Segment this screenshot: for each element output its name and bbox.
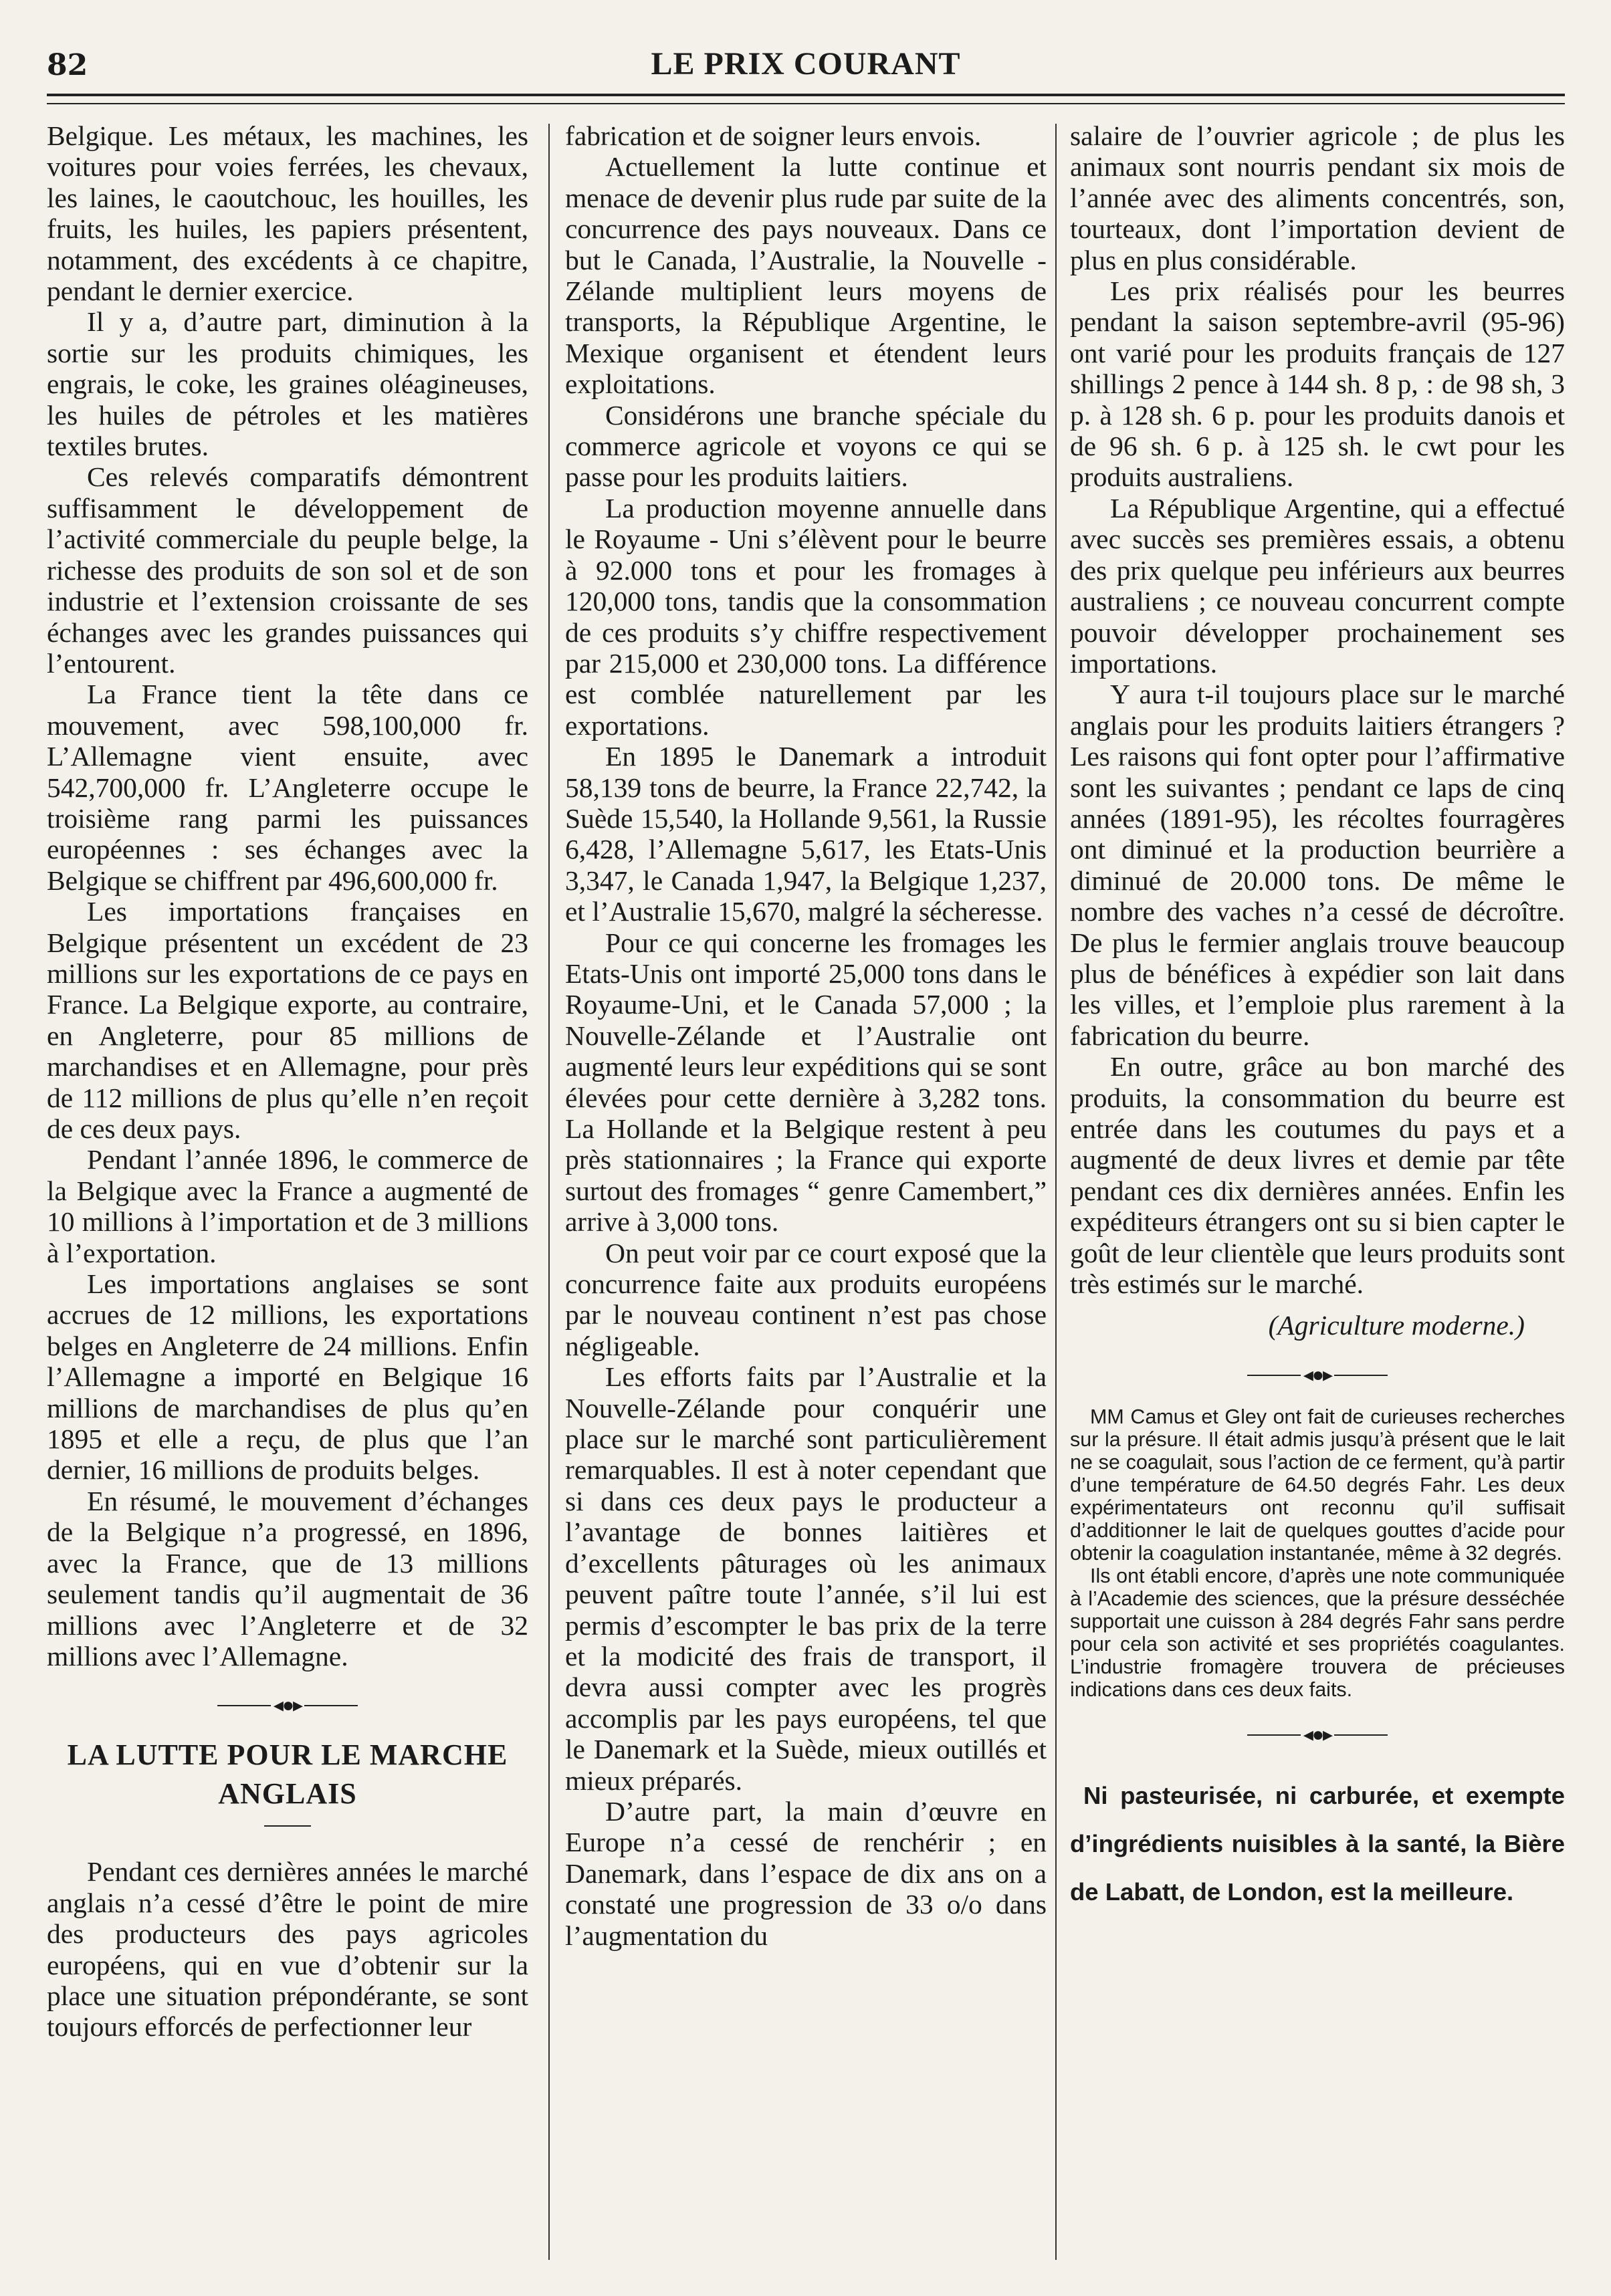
column-3 <box>1070 120 1565 1916</box>
article-paragraph: Pour ce qui concerne les fromages les Etats-Unis ont importé 25,000 tons dans le Royaume-Uni, et le Canada 57,000 ; la Nouvelle-Zélande et l’Australie ont augmenté leurs leur expéditions qui se sont élevées pour cette dernière à 3,282 tons. La Hollande et la Belgique restent à peu près stationnaires ; la France qui exporte surtout des fromages “ genre Camembert,” arrive à 3,000 tons. <box>565 927 1047 1238</box>
section-ornament: ◂●▸ <box>47 1694 528 1716</box>
section-ornament: ◂●▸ <box>1070 1724 1565 1745</box>
article-paragraph: En 1895 le Danemark a introduit 58,139 tons de beurre, la France 22,742, la Suède 15,540, la Hollande 9,561, la Russie 6,428, l’Allemagne 5,617, les Etats-Unis 3,347, le Canada 1,947, la Belgique 1,237, et l’Australie 15,670, malgré la sécheresse. <box>565 741 1047 927</box>
running-title: LE PRIX COURANT <box>651 46 961 82</box>
article-paragraph: En résumé, le mouvement d’échanges de la Belgique n’a progressé, en 1896, avec la France, que de 13 millions seulement tandis qu’il augmentait de 36 millions avec l’Angleterre et de 32 millions avec l’Allemagne. <box>47 1485 528 1672</box>
article-paragraph: La France tient la tête dans ce mouvement, avec 598,100,000 fr. L’Allemagne vient ensuite, avec 542,700,000 fr. L’Angleterre occupe le troisième rang parmi les puissances européennes : ses échanges avec la Belgique se chiffrent par 496,600,000 fr. <box>47 679 528 896</box>
article-attribution: (Agriculture moderne.) <box>1268 1310 1525 1341</box>
page-number: 82 <box>47 48 88 82</box>
article-paragraph: Les importations françaises en Belgique présentent un excédent de 23 millions sur les exportations de ce pays en France. La Belgique exporte, au contraire, en Angleterre, pour 85 millions de marchandises et en Allemagne, pour près de 112 millions de plus qu’elle n’en reçoit de ces deux pays. <box>47 896 528 1144</box>
article-paragraph: Considérons une branche spéciale du commerce agricole et voyons ce qui se passe pour les produits laitiers. <box>565 399 1047 493</box>
article-paragraph: Belgique. Les métaux, les machines, les voitures pour voies ferrées, les chevaux, les laines, le caoutchouc, les houilles, les fruits, les huiles, les papiers présentent, notamment, des excédents à ce chapitre, pendant le dernier exercice. <box>47 120 528 307</box>
article-paragraph: D’autre part, la main d’œuvre en Europe n’a cessé de renchérir ; en Danemark, dans l’espace de dix ans on a constaté une progression de 33 o/o dans l’augmentation du <box>565 1795 1047 1951</box>
advertisement-text: Ni pasteurisée, ni carburée, et exempte d’ingrédients nuisibles à la santé, la Bière de Labatt, de London, est la meilleure. <box>1070 1782 1565 1906</box>
article-paragraph: Les importations anglaises se sont accrues de 12 millions, les exportations belges en Angleterre de 24 millions. Enfin l’Allemagne a importé en Belgique 16 millions de marchandises de plus qu’en 1895 et elle a reçu, de plus que l’an dernier, 16 millions de produits belges. <box>47 1268 528 1486</box>
article-paragraph: En outre, grâce au bon marché des produits, la consommation du beurre est entrée dans les coutumes du pays et a augmenté de deux livres et demie par tête pendant ces dix dernières années. Enfin les expéditeurs étrangers ont su si bien capter le goût de leur clientèle que leurs produits sont très estimés sur le marché. <box>1070 1051 1565 1300</box>
beer-advertisement <box>1070 1772 1565 1916</box>
header-rule <box>47 94 1565 104</box>
article-paragraph: fabrication et de soigner leurs envois. <box>565 120 982 151</box>
column-divider <box>1055 124 1057 2260</box>
column-divider <box>548 124 550 2260</box>
news-item <box>1070 1405 1565 1701</box>
article-paragraph: Y aura t-il toujours place sur le marché anglais pour les produits laitiers étrangers ? Les raisons qui font opter pour l’affirmative sont les suivantes ; pendant ce laps de cinq années (1891-95), les récoltes fourragères ont diminué et la production beurrière a diminué de 20.000 tons. De même le nombre des vaches n’a cessé de décroître. De plus le fermier anglais trouve beaucoup plus de bénéfices à expédier son lait dans les villes, et l’emploie plus rarement à la fabrication du beurre. <box>1070 679 1565 1051</box>
section-heading: LA LUTTE POUR LE MARCHE ANGLAIS <box>67 1738 508 1811</box>
column-2 <box>565 120 1047 1951</box>
page-header <box>47 41 1565 82</box>
article-paragraph: Pendant ces dernières années le marché anglais n’a cessé d’être le point de mire des producteurs des pays agricoles européens, qui en vue d’obtenir sur la place une situation prépondérante, se sont toujours efforcés de perfectionner leur <box>47 1856 528 2043</box>
section-ornament: ◂●▸ <box>1070 1364 1565 1385</box>
column-1 <box>47 120 528 2043</box>
article-paragraph: Actuellement la lutte continue et menace de devenir plus rude par suite de la concurrence des pays nouveaux. Dans ce but le Canada, l’Australie, la Nouvelle - Zélande multiplient leurs moyens de transports, la République Argentine, le Mexique organisent et étendent leurs exploitations. <box>565 151 1047 400</box>
article-paragraph: La République Argentine, qui a effectué avec succès ses premières essais, a obtenu des prix quelque peu inférieurs aux beurres australiens ; ce nouveau concurrent compte pouvoir développer prochainement ses importations. <box>1070 492 1565 679</box>
news-paragraph: MM Camus et Gley ont fait de curieuses recherches sur la présure. Il était admis jusqu’à présent que le lait ne se coagulait, sous l’action de ce ferment, qu’à partir d’une température de 64.50 degrés Fahr. Les deux expérimentateurs ont reconnu qu’il suffisait d’additionner le lait de quelques gouttes d’acide pour obtenir la coagulation instantanée, même à 32 degrés. <box>1070 1405 1565 1565</box>
article-paragraph: Il y a, d’autre part, diminution à la sortie sur les produits chimiques, les engrais, le coke, les graines oléagineuses, les huiles de pétroles et les matières textiles brutes. <box>47 306 528 462</box>
article-paragraph: On peut voir par ce court exposé que la concurrence faite aux produits européens par le nouveau continent n’est pas chose négligeable. <box>565 1237 1047 1361</box>
heading-rule <box>264 1825 311 1827</box>
article-paragraph: Pendant l’année 1896, le commerce de la Belgique avec la France a augmenté de 10 millions à l’importation et de 3 millions à l’exportation. <box>47 1144 528 1268</box>
article-paragraph: Ces relevés comparatifs démontrent suffisamment le développement de l’activité commerciale du peuple belge, la richesse des produits de son sol et de son industrie et l’extension croissante de ses échanges avec les grandes puissances qui l’entourent. <box>47 461 528 679</box>
article-paragraph: Les efforts faits par l’Australie et la Nouvelle-Zélande pour conquérir une place sur le marché sont particulièrement remarquables. Il est à noter cependant que si dans ces deux pays le producteur a l’avantage de bonnes laitières et d’excellents pâturages où les animaux peuvent paître toute l’année, s’il lui est permis d’escompter le bas prix de la terre et la modicité des frais de transport, il devra aussi compter avec les progrès accomplis par les pays européens, tel que le Danemark et la Suède, mieux outillés et mieux préparés. <box>565 1361 1047 1796</box>
news-paragraph: Ils ont établi encore, d’après une note communiquée à l’Academie des sciences, que la présure desséchée supportait une cuisson à 284 degrés Fahr sans perdre pour cela son activité et ses propriétés coagulantes. L’industrie fromagère trouvera de précieuses indications dans ces deux faits. <box>1070 1564 1565 1701</box>
article-paragraph: La production moyenne annuelle dans le Royaume - Uni s’élèvent pour le beurre à 92.000 tons et pour les fromages à 120,000 tons, tandis que la consommation de ces produits s’y chiffre respectivement par 215,000 et 230,000 tons. La différence est comblée naturellement par les exportations. <box>565 492 1047 741</box>
article-paragraph: Les prix réalisés pour les beurres pendant la saison septembre-avril (95-96) ont varié pour les produits français de 127 shillings 2 pence à 144 sh. 8 p, : de 98 sh, 3 p. à 128 sh. 6 p. pour les produits danois et de 96 sh. 6 p. à 125 sh. le cwt pour les produits australiens. <box>1070 275 1565 493</box>
article-paragraph: salaire de l’ouvrier agricole ; de plus les animaux sont nourris pendant six mois de l’année avec des aliments concentrés, son, tourteaux, dont l’importation devient de plus en plus considérable. <box>1070 120 1565 275</box>
